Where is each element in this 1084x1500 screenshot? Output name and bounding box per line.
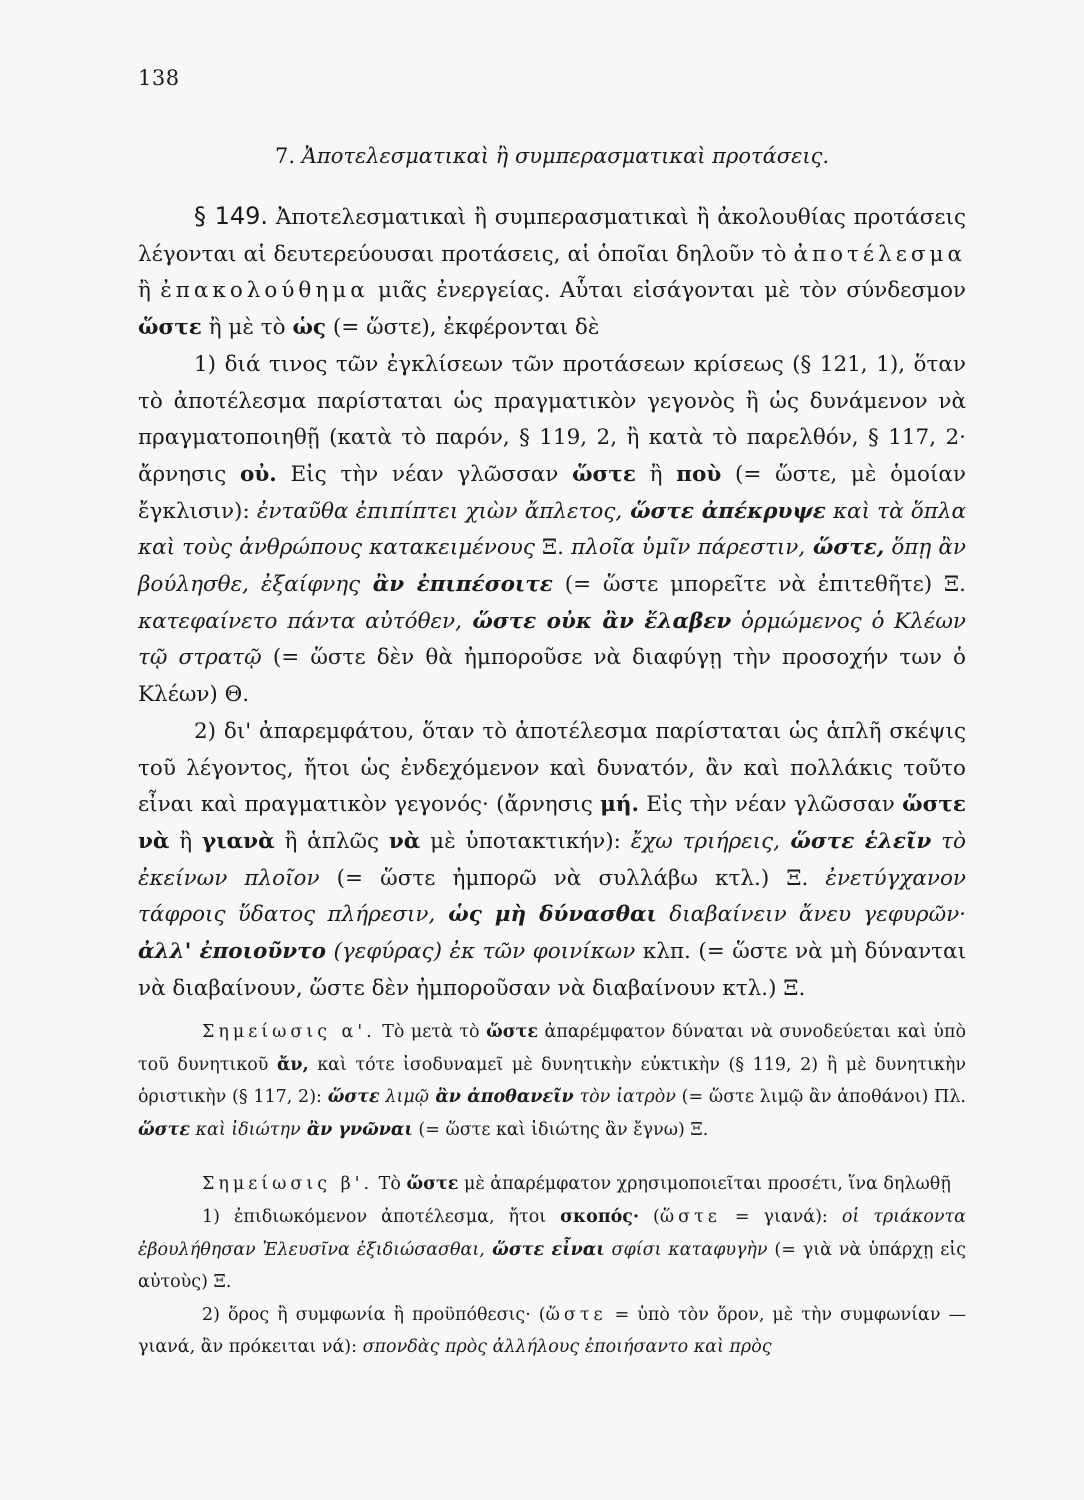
bold-example: ὥστε [327, 1087, 380, 1108]
notes-section [138, 1016, 966, 1364]
section-title [275, 144, 829, 168]
bold-term: ὥστε [572, 461, 636, 487]
note-gap [138, 1146, 966, 1168]
bold-example: ἂν γνῶναι [300, 1119, 413, 1140]
example: τὸ ἐκείνων πλοῖον [138, 828, 966, 891]
spaced-term: ἐπακολούθημα [160, 278, 369, 304]
bold-term: ποὺ [676, 461, 722, 487]
example: οἱ τριάκοντα ἐβουλήθησαν Ἐλευσῖνα ἐξιδιώσασθαι, [138, 1206, 967, 1260]
note-beta-item-1 [138, 1201, 966, 1299]
text: (= ὥστε), ἐκφέρονται δὲ [326, 315, 600, 341]
note-label: Σημείωσις α'. [202, 1022, 376, 1042]
paragraph-149 [138, 198, 966, 347]
bold-term: ὥστε [406, 1174, 459, 1195]
bold-term: γιανὰ [202, 828, 275, 854]
text: 1) διά τινος τῶν ἐγκλίσεων τῶν προτάσεων κρίσεως (§ 121, 1), ὅταν τὸ ἀποτέλεσμα παρίσταται ὡς πραγματικὸν γεγονὸς ἢ ὡς δυνάμενον νὰ πραγματοποιηθῇ (κατὰ τὸ παρόν, § 119, 2, ἢ κατὰ τὸ παρελθόν, § 117, 2· ἄρνησις [138, 351, 966, 487]
text: ἢ [138, 278, 161, 304]
note-label: Σημείωσις β'. [202, 1174, 374, 1195]
bold-example: ὥστε ἑλεῖν [779, 828, 932, 854]
spaced-term: ὥστε [545, 1304, 607, 1325]
example: σφίσι καταφυγὴν [604, 1239, 768, 1260]
example: πλοῖα ὑμῖν πάρεστιν, [571, 535, 806, 561]
text: (= ὥστε, μὲ ὁμοίαν ἔγκλισιν): [138, 461, 966, 524]
text: 2) δι' ἀπαρεμφάτου, ὅταν τὸ ἀποτέλεσμα παρίσταται ὡς ἁπλῆ σκέψις τοῦ λέγοντος, ἤτοι ὡς ἐνδεχόμενον καὶ δυνατόν, ἂν καὶ πολλάκις τοῦτο εἶναι καὶ πραγματικὸν γεγονός· (ἄρνησις [138, 718, 966, 818]
note-beta [138, 1168, 966, 1201]
text: μὲ ἀπαρέμφατον χρησιμοποιεῖται προσέτι, ἵνα δηλωθῇ [458, 1174, 951, 1195]
paragraph-number: § 149. [194, 202, 269, 230]
text: 2) ὅρος ἢ συμφωνία ἢ προϋπόθεσις· ( [202, 1304, 546, 1325]
text: Τὸ [373, 1174, 407, 1195]
text: (= ὥστε λιμῷ ἂν ἀποθάνοι) Πλ. [675, 1087, 966, 1108]
text: (= ὥστε δὲν θὰ ἠμποροῦσε νὰ διαφύγῃ τὴν προσοχήν των ὁ Κλέων) Θ. [138, 645, 966, 708]
bold-example: ἂν ἐπιπέσοιτε [360, 572, 553, 598]
text: = ὑπὸ τὸν ὅρον, μὲ τὴν συμφωνίαν — γιανά, ἂν πρόκειται νά): [138, 1304, 966, 1358]
bold-term: ὡς [292, 315, 327, 341]
bold-term: ἄν, [276, 1054, 309, 1075]
example: ἐνετύγχανον τάφροις ὕδατος πλήρεσιν, [138, 865, 966, 928]
bold-example: ὡς μὴ δύνασθαι [435, 902, 657, 928]
text: Ἀποτελεσματικαὶ ἢ συμπερασματικαὶ ἢ ἀκολουθίας προτάσεις λέγονται αἱ δευτερεύουσαι προτάσεις, αἱ ὁποῖαι δηλοῦν τὸ [138, 205, 966, 267]
text: Ξ. [534, 535, 572, 561]
paragraph-rule-2 [138, 714, 966, 1008]
bold-example: ὥστε ἀπέκρυψε [622, 498, 826, 524]
bold-term: οὐ. [239, 461, 277, 487]
text: κλπ. (= ὥστε νὰ μὴ δύνανται νὰ διαβαίνουν, ὥστε δὲν ἠμποροῦσαν νὰ διαβαίνουν κτλ.) Ξ. [138, 939, 967, 1001]
text: ἢ [169, 828, 203, 854]
text: ( [639, 1206, 660, 1227]
spaced-term: ὥστε [659, 1206, 721, 1227]
text: ἢ μὲ τὸ [201, 315, 293, 341]
section-number: 7. [275, 144, 296, 168]
text: Εἰς τὴν νέαν γλῶσσαν [276, 461, 573, 487]
example: ἐνταῦθα ἐπιπίπτει χιὼν ἄπλετος, [256, 498, 623, 524]
example: λιμῷ [379, 1087, 430, 1108]
note-alpha [138, 1016, 966, 1146]
example: ὅπῃ ἂν βούλησθε, ἐξαίφνης [138, 535, 966, 598]
text: καὶ τότε ἰσοδυναμεῖ μὲ δυνητικὴν εὐκτικὴν (§ 119, 2) ἢ μὲ δυνητικὴν ὁριστικὴν (§ 117, 2): [138, 1054, 966, 1108]
bold-example: ἀλλ' ἐποιοῦντο [138, 939, 326, 965]
paragraph-rule-1 [138, 347, 966, 714]
bold-term: ὥστε [138, 315, 202, 341]
example: τὸν ἰατρὸν [573, 1087, 676, 1108]
bold-example: ὥστε οὐκ ἂν ἔλαβεν [461, 608, 732, 634]
text: Τὸ μετὰ τὸ [375, 1022, 487, 1042]
text: ἀπαρέμφατον δύναται νὰ συνοδεύεται καὶ ὑπὸ τοῦ δυνητικοῦ [138, 1022, 966, 1075]
text: ἢ [635, 461, 677, 487]
bold-term: νὰ [388, 828, 421, 854]
example: ὁρμώμενος ὁ Κλέων τῷ στρατῷ [138, 608, 966, 671]
text: μιᾶς ἐνεργείας. Αὗται εἰσάγονται μὲ τὸν σύνδεσμον [368, 278, 966, 304]
text: (= ὥστε μπορεῖτε νὰ ἐπιτεθῆτε) Ξ. [552, 572, 966, 598]
bold-example: ἂν ἀποθανεῖν [429, 1087, 574, 1108]
text: 1) ἐπιδιωκόμενον ἀποτέλεσμα, ἤτοι [202, 1206, 561, 1227]
example: σπονδὰς πρὸς ἀλλήλους ἐποιήσαντο καὶ πρὸς [362, 1337, 772, 1358]
bold-term: μή. [600, 792, 639, 818]
bold-example: ὥστε [138, 1119, 190, 1140]
main-text [138, 198, 966, 1007]
text: = γιανά): [720, 1206, 842, 1227]
section-heading: Ἀποτελεσματικαὶ ἢ συμπερασματικαὶ προτάσεις. [301, 144, 830, 168]
text: ἢ ἁπλῶς [274, 828, 389, 854]
note-beta-item-2 [138, 1299, 966, 1364]
bold-example: ὥστε εἶναι [484, 1239, 605, 1260]
text: (= ὥστε ἠμπορῶ νὰ συλλάβω κτλ.) Ξ. [319, 865, 826, 891]
spaced-term: ἀποτέλεσμα [793, 241, 966, 267]
page-number: 138 [138, 66, 180, 90]
bold-term: ὥστε [486, 1022, 539, 1042]
example: ἔχω τριήρεις, [630, 828, 780, 854]
example: κατεφαίνετο πάντα αὐτόθεν, [138, 608, 462, 634]
text: (= ὥστε καὶ ἰδιώτης ἂν ἔγνω) Ξ. [412, 1119, 709, 1140]
bold-term: ὥστε νὰ [138, 792, 966, 854]
bold-example: ὥστε, [805, 535, 885, 561]
bold-term: σκοπός· [560, 1206, 640, 1227]
text: μὲ ὑποτακτικήν): [420, 828, 631, 854]
text: Εἰς τὴν νέαν γλῶσσαν [638, 792, 903, 818]
example: (γεφύρας) ἐκ τῶν φοινίκων [325, 939, 636, 965]
example: καὶ ἰδιώτην [189, 1119, 301, 1140]
text: (= γιὰ νὰ ὑπάρχῃ εἰς αὐτοὺς) Ξ. [138, 1239, 966, 1293]
example: διαβαίνειν ἄνευ γεφυρῶν· [656, 902, 966, 928]
example: καὶ τὰ ὅπλα καὶ τοὺς ἀνθρώπους κατακειμένους [138, 498, 967, 561]
